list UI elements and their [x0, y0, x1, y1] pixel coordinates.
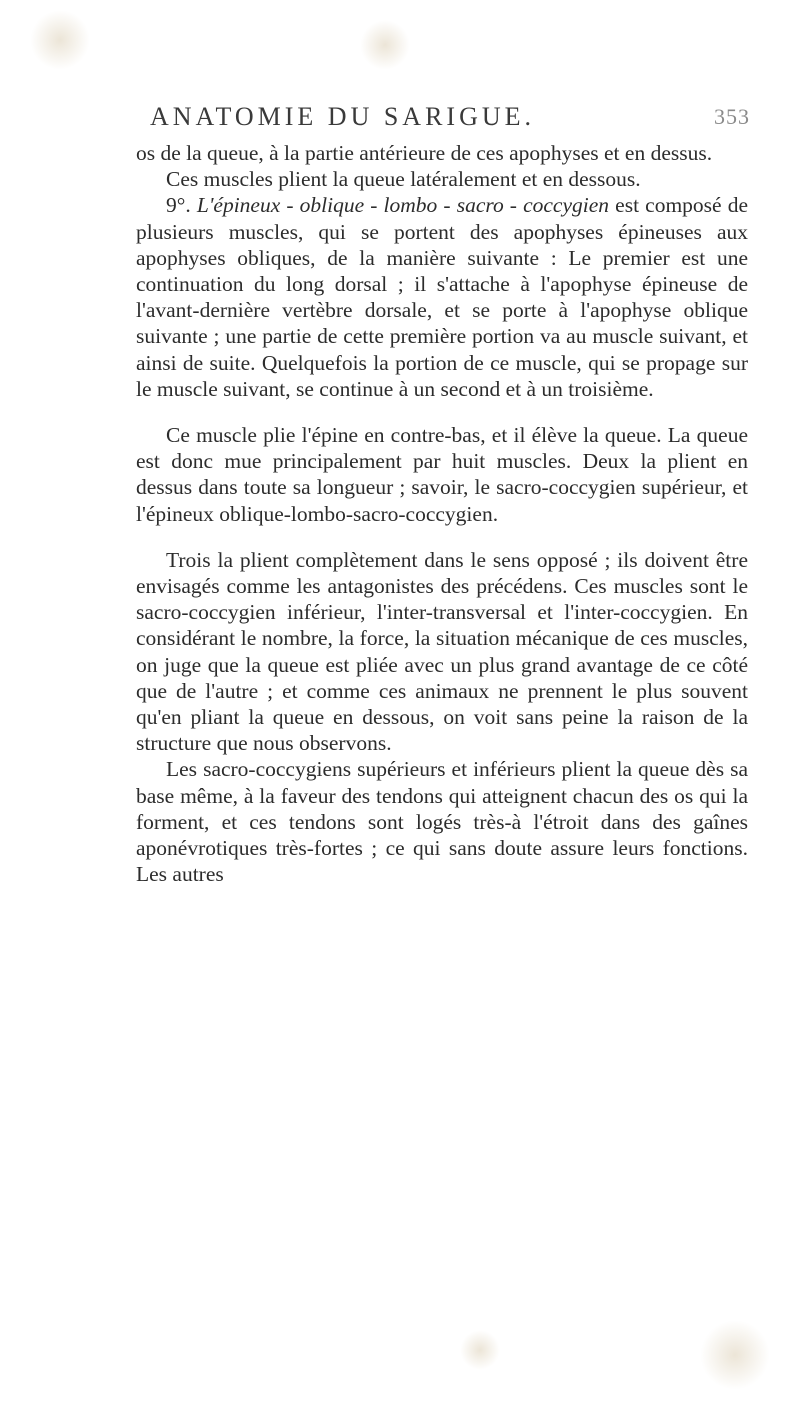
- paragraph: Ce muscle plie l'épine en contre-bas, et il élève la queue. La queue est donc mue principalement par huit muscles. Deux la plient en dessus dans toute sa longueur ; savoir, le sacro-coccygien supérieur, et l'épineux oblique-lombo-sacro-coccygien.: [136, 423, 748, 526]
- paragraph: os de la queue, à la partie antérieure de ces apophyses et en dessus.: [136, 141, 713, 165]
- muscle-name: L'épineux - oblique - lombo - sacro - coccygien: [196, 193, 610, 218]
- paragraph: Trois la plient complètement dans le sens opposé ; ils doivent être envisagés comme les antagonistes des précédens. Ces muscles sont le sacro-coccygien inférieur, l'inter-transversal et l'inter-coccygien. En considérant le nombre, la force, la situation mécanique de ces muscles, on juge que la queue est pliée avec un plus grand avantage de ce côté que de l'autre ; et comme ces animaux ne prennent le plus souvent qu'en pliant la queue en dessous, on voit sans peine la raison de la structure que nous observons.: [136, 547, 748, 756]
- paragraph: Les sacro-coccygiens supérieurs et inférieurs plient la queue dès sa base même, à la faveur des tendons qui atteignent chacun des os qui la forment, et ces tendons sont logés très-à l'étroit dans des gaînes aponévrotiques très-fortes ; ce qui sans doute assure leurs fonctions. Les autres: [136, 757, 748, 887]
- page-header: [150, 102, 750, 138]
- muscle-description: est composé de plusieurs muscles, qui se portent des apophyses épineuses aux apophyses obliques, de la manière suivante : Le premier est une continuation du long dorsal ; il s'attache à l'apophyse épineuse de l'avant-dernière vertèbre dorsale, et se porte à l'apophyse oblique suivante ; une partie de cette première portion va au muscle suivant, et ainsi de suite. Quelquefois la portion de ce muscle, qui se propage sur le muscle suivant, se continue à un second et à un troisième.: [136, 193, 748, 401]
- paragraph-muscle-9: [136, 192, 748, 402]
- paper-stain: [700, 1320, 770, 1390]
- paper-stain: [30, 10, 90, 70]
- section-number: 9°.: [166, 193, 191, 218]
- body-text: [136, 140, 748, 887]
- page-number: 353: [714, 104, 750, 129]
- running-title: ANATOMIE DU SARIGUE.: [150, 102, 536, 131]
- paragraph: Ces muscles plient la queue latéralement et en dessous.: [166, 167, 641, 192]
- paper-stain: [460, 1330, 500, 1370]
- paper-stain: [360, 20, 410, 70]
